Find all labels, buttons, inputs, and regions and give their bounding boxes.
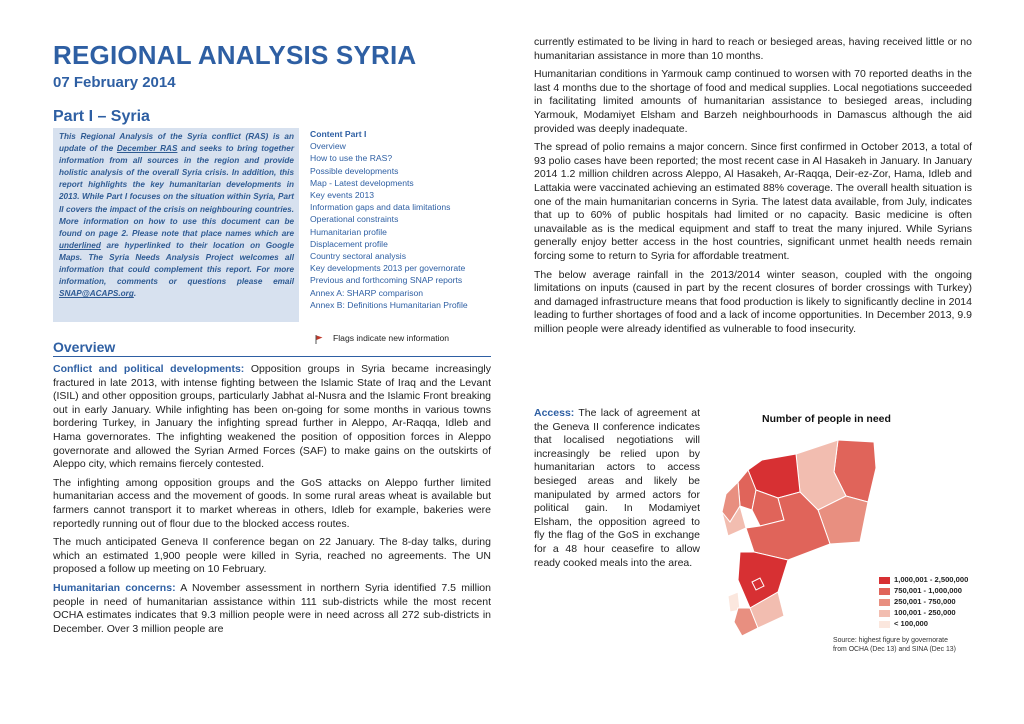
legend-item: 1,000,001 - 2,500,000 [879, 574, 968, 585]
intro-box [53, 128, 299, 322]
toc-item-operational-constraints[interactable]: Operational constraints [310, 214, 399, 225]
legend-item: < 100,000 [879, 618, 968, 629]
toc-item-annex-b[interactable]: Annex B: Definitions Humanitarian Profile [310, 299, 468, 310]
toc-item-key-developments[interactable]: Key developments 2013 per governorate [310, 263, 466, 274]
flag-legend-label: Flags indicate new information [333, 333, 450, 343]
legend-swatch [879, 610, 890, 617]
paragraph-rainfall: The below average rainfall in the 2013/2014 winter season, coupled with the ongoing limitations on inputs (caused in part by the recent closures of border crossings with Turkey) and damaged infrastructure means that food production is likely to significantly decline in 2014 leading to further shortages of food and a lack of income opportunities. In December 2013, 9.9 million people were already identified as vulnerable to food insecurity. [534, 268, 972, 335]
right-column-body [534, 36, 972, 341]
part-heading: Part I – Syria [53, 108, 150, 125]
report-date: 07 February 2014 [53, 74, 176, 91]
intro-text: This Regional Analysis of the Syria conflict (RAS) is an update of the December RAS and seeks to bring together information from all sources in the region and provide holistic analysis of the overall Syria crisis. In addition, this report highlights the key humanitarian developments in 2013. While Part I focuses on the situation within Syria, Part II covers the impact of the crisis on neighbouring countries. More information on how to use this document can be found on page 2. Please note that place names which are underlined are hyperlinked to their location on Google Maps. The Syria Needs Analysis Project welcomes all information that could complement this report. For more information, comments or questions please email SNAP@ACAPS.org. [59, 132, 295, 299]
december-ras-link[interactable]: December RAS [116, 144, 178, 154]
region-rural-damascus [738, 552, 788, 608]
legend-swatch [879, 621, 890, 628]
paragraph-besieged: currently estimated to be living in hard to reach or besieged areas, having received little or no humanitarian assistance in more than 10 months. [534, 36, 972, 62]
flag-legend [315, 333, 449, 343]
table-of-contents [310, 128, 505, 311]
syria-needs-map [718, 432, 878, 642]
toc-item-snap-reports[interactable]: Previous and forthcoming SNAP reports [310, 275, 463, 286]
paragraph-conflict: Conflict and political developments: Opposition groups in Syria became increasingly fractured in late 2013, with intense fighting between the Islamic State of Iraq and the Levant (ISIL) and other opposition groups, particularly Jabhat al-Nusra and the Islamic Front breaking out in early January. While infighting has been on-going for some months in various towns bordering Turkey, in January the infighting spread further in Aleppo, Ar-Raqqa, Idleb and Hama governorates. The infighting weakened the position of opposition forces in Aleppo governorate and allowed the Syrian Armed Forces (SAF) to make gains on the outskirts of Aleppo city, which remains fiercely contested. [53, 363, 491, 471]
paragraph-infighting: The infighting among opposition groups and the GoS attacks on Aleppo further limited humanitarian access and the movement of goods. In some rural areas wheat is available but farmers cannot transport it to market whereas in others, Idleb for example, bakeries were reportedly running out of flour due to the blocked access routes. [53, 476, 491, 530]
page-title: REGIONAL ANALYSIS SYRIA [53, 40, 417, 70]
map-title: Number of people in need [762, 413, 891, 425]
paragraph-polio: The spread of polio remains a major concern. Since first confirmed in October 2013, a total of 93 polio cases have been reported; the most recent case in Al Hasakeh in January. In January 2014 1.2 million children across Aleppo, Al Hasakeh, Ar-Raqqa, Deir-ez-Zor, Hama, Idleb and Lattakia were vaccinated achieving an estimated 88% coverage. The overall health situation is one of the main humanitarian concerns in Syria. The latest data available, from July, indicates that up to 60% of public hospitals had limited or no capacity. Basic medicine is often unavailable as is the medical equipment and staff to treat the many injured. While Syrians generally enjoy better access in the host countries, significant unmet health needs remain forcing some to return to Syria for affordable treatment. [534, 141, 972, 262]
overview-divider [53, 356, 491, 357]
legend-item: 100,001 - 250,000 [879, 607, 968, 618]
map-source: Source: highest figure by governorate from OCHA (Dec 13) and SINA (Dec 13) [833, 637, 956, 653]
legend-swatch [879, 599, 890, 606]
legend-item: 250,001 - 750,000 [879, 596, 968, 607]
overview-body [53, 363, 491, 641]
legend-item: 750,001 - 1,000,000 [879, 585, 968, 596]
toc-item-overview[interactable]: Overview [310, 141, 346, 152]
map-legend [879, 574, 968, 629]
toc-item-displacement-profile[interactable]: Displacement profile [310, 238, 388, 249]
flag-icon [315, 335, 323, 343]
legend-swatch [879, 577, 890, 584]
toc-item-info-gaps[interactable]: Information gaps and data limitations [310, 202, 451, 213]
toc-title: Content Part I [310, 129, 367, 139]
toc-item-key-events[interactable]: Key events 2013 [310, 190, 375, 201]
toc-item-possible-developments[interactable]: Possible developments [310, 165, 399, 176]
toc-item-humanitarian-profile[interactable]: Humanitarian profile [310, 226, 387, 237]
toc-item-map-latest[interactable]: Map - Latest developments [310, 177, 414, 188]
paragraph-geneva: The much anticipated Geneva II conference began on 22 January. The 8-day talks, during which an estimated 1,900 people were killed in Syria, reached no agreements. The UN proposed a follow up meeting on 10 February. [53, 536, 491, 576]
toc-item-how-to-use[interactable]: How to use the RAS? [310, 153, 393, 164]
paragraph-yarmouk: Humanitarian conditions in Yarmouk camp continued to worsen with 70 reported deaths in the last 4 months due to the shortage of food and medical supplies. Local negotiations succeeded in facilitating limited amounts of humanitarian assistance to besieged areas, including Yarmouk, Modamiyet Elsham and Barzeh neighbourhoods in Damascus although the aid provided was deeply inadequate. [534, 68, 972, 135]
legend-swatch [879, 588, 890, 595]
paragraph-humanitarian: Humanitarian concerns: A November assessment in northern Syria identified 7.5 million people in need of humanitarian assistance within 111 sub-districts while the most recent OCHA estimates indicates that 9.3 million people were in need across all 272 sub-districts in December. Over 3 million people are [53, 581, 491, 635]
paragraph-access: Access: The lack of agreement at the Geneva II conference indicates that localised negotiations will increasingly be relied upon by humanitarian actors to access besieged areas and likely be manipulated by armed actors for political gain. In Modamiyet Elsham, the opposition agreed to fly the flag of the GoS in exchange for a 48 hour ceasefire to allow ready cooked meals into the area. [534, 407, 700, 569]
toc-item-annex-a[interactable]: Annex A: SHARP comparison [310, 287, 424, 298]
email-link[interactable]: SNAP@ACAPS.org [59, 289, 134, 299]
toc-item-sectoral-analysis[interactable]: Country sectoral analysis [310, 251, 407, 262]
overview-heading: Overview [53, 339, 116, 355]
underlined-example: underlined [59, 240, 101, 250]
